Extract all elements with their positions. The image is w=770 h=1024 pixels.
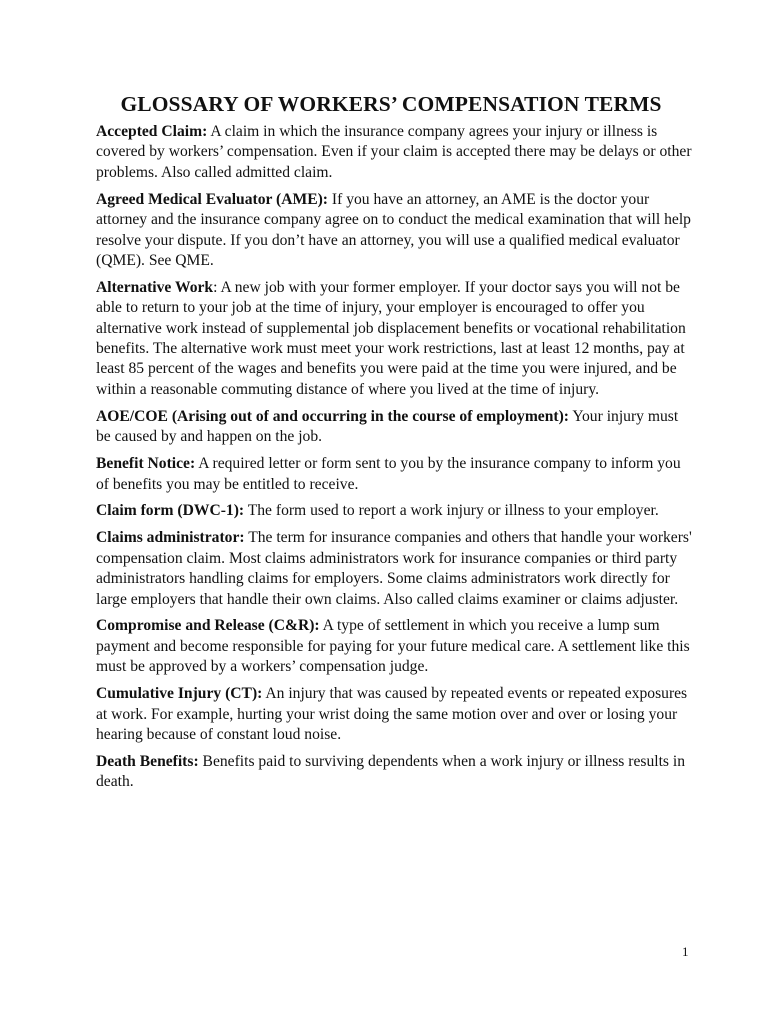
glossary-definition: A required letter or form sent to you by the insurance company to inform you of benefits you may be entitled to receive. <box>96 455 681 493</box>
glossary-term: Accepted Claim: <box>96 123 208 140</box>
glossary-entry-agreed-medical-evaluator <box>96 190 692 272</box>
glossary-term: Alternative Work <box>96 278 214 296</box>
glossary-term: AOE/COE (Arising out of and occurring in the course of employment): <box>96 407 569 425</box>
glossary-definition: If you have an attorney, an AME is the doctor your attorney and the insurance company agree on to conduct the medical examination that will help resolve your dispute. If you don’t have an attorney, you will use a qualified medical evaluator (QME). See QME. <box>96 190 691 269</box>
glossary-definition: A type of settlement in which you receive a lump sum payment and become responsible for paying for your future medical care. A settlement like this must be approved by a workers’ compensation judge. <box>96 617 690 676</box>
glossary-term: Benefit Notice: <box>96 455 196 473</box>
glossary-term: Claims administrator: <box>96 529 245 547</box>
glossary-definition: The term for insurance companies and others that handle your workers' compensation claim. Most claims administrators work for insurance companies or third party administrators handling claims for employers. Some claims administrators work directly for large employers that handle their own claims. Also called claims examiner or claims adjuster. <box>96 529 692 608</box>
glossary-entry-aoe-coe <box>96 407 692 448</box>
glossary-definition: A claim in which the insurance company agrees your injury or illness is covered by workers’ compensation. Even if your claim is accepted there may be delays or other problems. Also called admitted claim. <box>96 123 692 181</box>
glossary-definition: An injury that was caused by repeated events or repeated exposures at work. For example, hurting your wrist doing the same motion over and over or losing your hearing because of constant loud noise. <box>96 685 688 743</box>
glossary-definition: : A new job with your former employer. If your doctor says you will not be able to return to your job at the time of injury, your employer is encouraged to offer you alternative work instead of supplemental job displacement benefits or vocational rehabilitation benefits. The alternative work must meet your work restrictions, last at least 12 months, pay at least 85 percent of the wages and benefits you were paid at the time you were injured, and be within a reasonable commuting distance of where you lived at the time of injury. <box>96 278 686 398</box>
glossary-term: Compromise and Release (C&R): <box>96 617 320 635</box>
glossary-entry-cumulative-injury <box>96 684 692 745</box>
glossary-definition: The form used to report a work injury or illness to your employer. <box>247 502 659 520</box>
glossary-term: Claim form (DWC-1): <box>96 502 245 520</box>
glossary-entry-benefit-notice <box>96 454 692 495</box>
glossary-term: Cumulative Injury (CT): <box>96 685 263 703</box>
page-number: 1 <box>682 944 689 959</box>
page-title: GLOSSARY OF WORKERS’ COMPENSATION TERMS <box>120 92 662 116</box>
glossary-entry-claims-administrator <box>96 528 692 610</box>
glossary-term: Death Benefits: <box>96 752 199 770</box>
glossary-entry-death-benefits <box>96 752 692 793</box>
glossary-page <box>96 92 692 799</box>
glossary-entry-claim-form <box>96 501 692 521</box>
glossary-definition: Benefits paid to surviving dependents when a work injury or illness results in death. <box>96 752 686 791</box>
glossary-entry-accepted-claim <box>96 122 692 183</box>
glossary-term: Agreed Medical Evaluator (AME): <box>96 190 328 208</box>
glossary-definition: Your injury must be caused by and happen on the job. <box>96 407 679 446</box>
glossary-entry-compromise-and-release <box>96 616 692 677</box>
glossary-entry-alternative-work <box>96 278 692 400</box>
